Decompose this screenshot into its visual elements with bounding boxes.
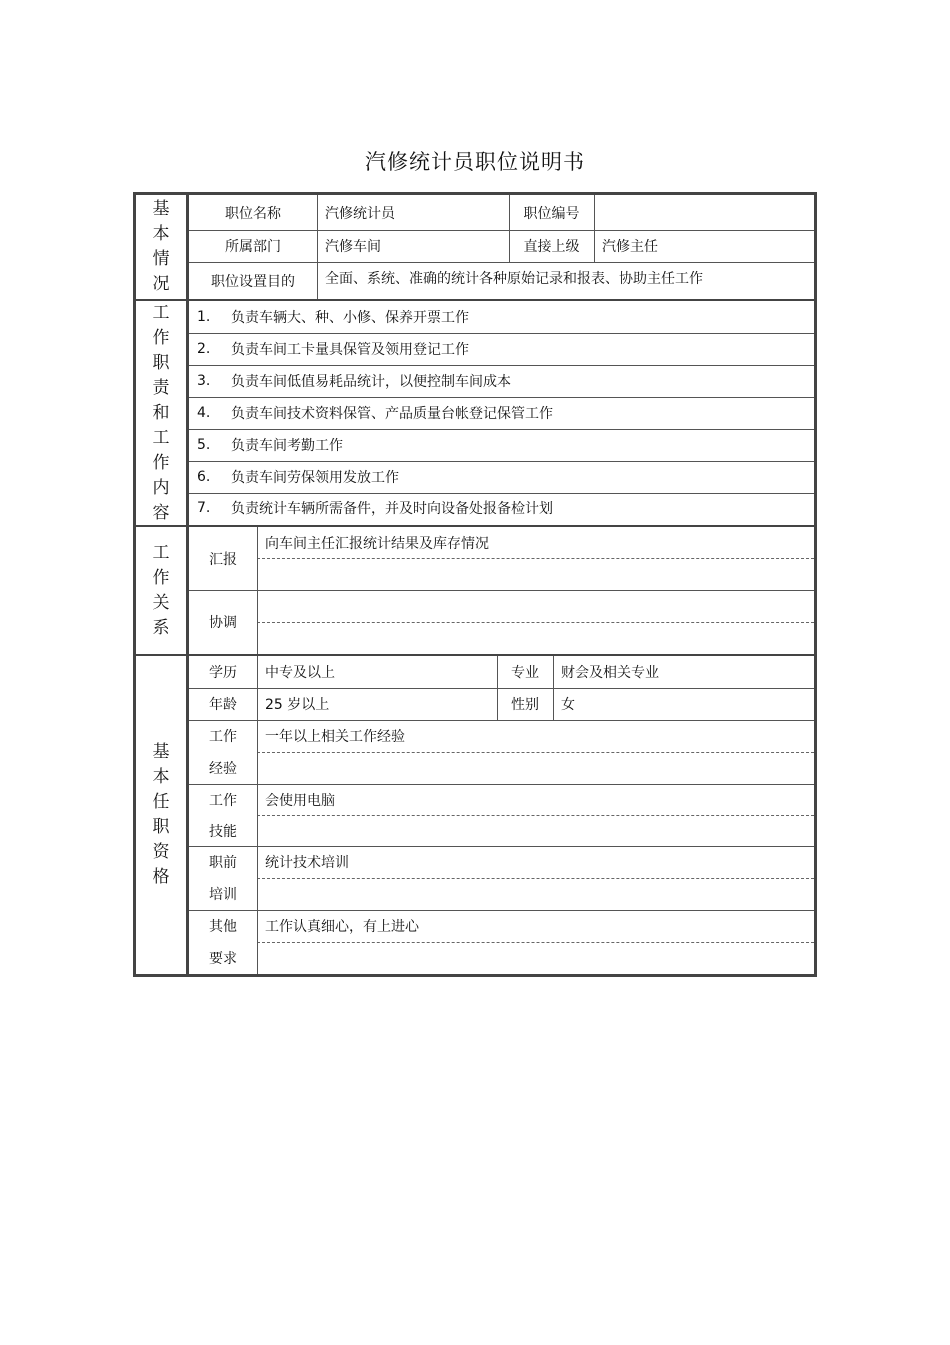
other-value: 工作认真细心，有上进心 — [265, 919, 419, 935]
skills-value: 会使用电脑 — [265, 792, 335, 809]
job-description-table — [133, 192, 817, 977]
skills-label: 工作 技能 — [209, 792, 237, 840]
relations-label: 工 作 关 系 — [152, 542, 170, 638]
education-value: 中专及以上 — [265, 665, 335, 681]
age-value: 25 岁以上 — [265, 697, 330, 713]
education-label: 学历 — [209, 665, 237, 681]
purpose-label: 职位设置目的 — [211, 273, 295, 290]
position-code-label: 职位编号 — [523, 205, 580, 222]
duty-item: 5. 负责车间考勤工作 — [197, 437, 343, 454]
duty-item: 7. 负责统计车辆所需备件，并及时向设备处报备检计划 — [197, 500, 553, 517]
qualifications-label: 基 本 任 职 资 格 — [152, 742, 170, 887]
department-label: 所属部门 — [225, 239, 281, 255]
gender-value: 女 — [561, 697, 575, 713]
supervisor-label: 直接上级 — [523, 239, 580, 255]
position-name-label: 职位名称 — [225, 205, 281, 222]
duty-item: 4. 负责车间技术资料保管、产品质量台帐登记保管工作 — [197, 405, 553, 422]
duty-item: 2. 负责车间工卡量具保管及领用登记工作 — [197, 341, 469, 358]
experience-value: 一年以上相关工作经验 — [265, 729, 405, 745]
duty-item: 3. 负责车间低值易耗品统计，以便控制车间成本 — [197, 373, 511, 390]
supervisor-value: 汽修主任 — [602, 239, 658, 255]
major-value: 财会及相关专业 — [561, 665, 659, 681]
gender-label: 性别 — [511, 697, 539, 713]
coordinate-value — [257, 590, 814, 621]
coordinate-label: 协调 — [209, 615, 237, 631]
duty-item: 6. 负责车间劳保领用发放工作 — [197, 469, 399, 486]
basic-info-section — [136, 195, 814, 299]
page-title: 汽修统计员职位说明书 — [365, 150, 585, 174]
position-code-value — [594, 195, 814, 230]
relations-section — [136, 527, 814, 654]
basic-info-label: 基 本 情 况 — [152, 199, 170, 294]
training-value: 统计技术培训 — [265, 855, 349, 871]
purpose-value: 全面、系统、准确的统计各种原始记录和报表、协助主任工作 — [325, 270, 703, 287]
qualifications-section — [136, 656, 814, 974]
duties-label: 工 作 职 责 和 工 作 内 容 — [152, 302, 170, 523]
report-label: 汇报 — [209, 551, 237, 568]
duties-section — [136, 301, 814, 525]
other-label: 其他 要求 — [209, 919, 237, 967]
experience-label: 工作 经验 — [209, 729, 237, 777]
position-name-value: 汽修统计员 — [325, 205, 395, 222]
department-value: 汽修车间 — [325, 239, 381, 255]
age-label: 年龄 — [209, 697, 237, 713]
report-value: 向车间主任汇报统计结果及库存情况 — [265, 535, 489, 552]
duty-item: 1. 负责车辆大、种、小修、保养开票工作 — [197, 309, 469, 326]
major-label: 专业 — [511, 665, 539, 681]
training-label: 职前 培训 — [209, 855, 237, 903]
